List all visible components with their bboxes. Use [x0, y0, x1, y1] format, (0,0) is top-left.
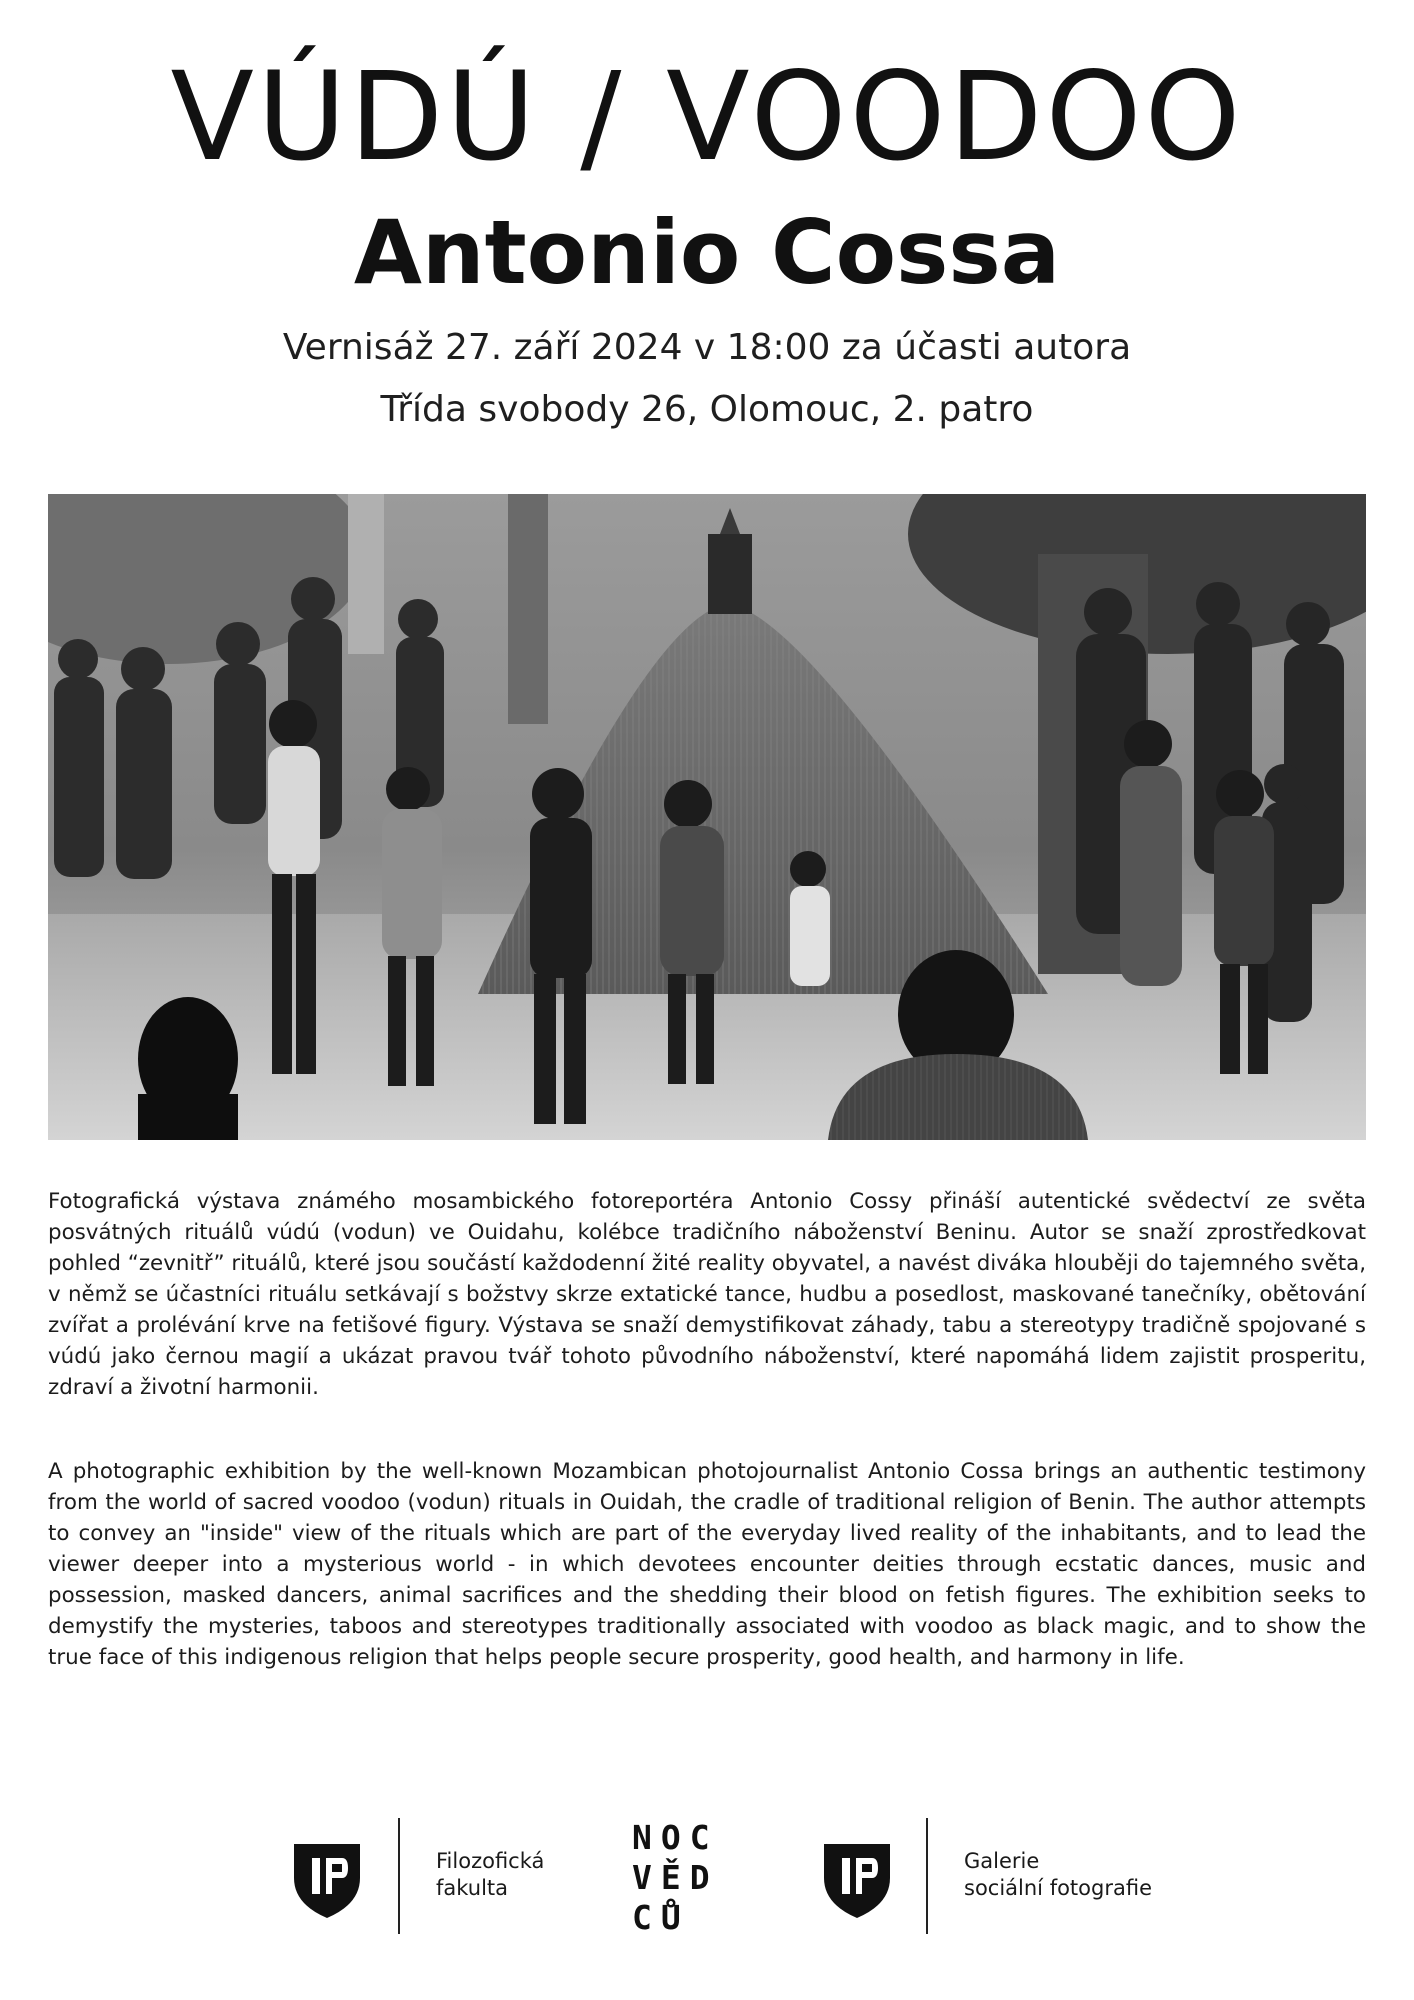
author-name: Antonio Cossa [353, 201, 1061, 304]
upol-shield-icon [822, 1840, 892, 1920]
exhibition-title: VÚDÚ / VOODOO [170, 46, 1244, 188]
ritual-dance-photo [48, 494, 1366, 1140]
noc-line-1: NOC [632, 1818, 719, 1857]
opening-date: Vernisáž 27. září 2024 v 18:00 za účasti autora [282, 327, 1132, 368]
description-english: A photographic exhibition by the well-known Mozambican photojournalist Antonio Cossa brings an authentic testimony from the world of sacred voodoo (vodun) rituals in Ouidah, the cradle of traditional religion of Benin. The author attempts to convey an "inside" view of the rituals which are part of the everyday lived reality of the inhabitants, and to lead the viewer deeper into a mysterious world - in which devotees encounter deities through ecstatic dances, music and possession, masked dancers, animal sacrifices and the shedding their blood on fetish figures. The exhibition seeks to demystify the mysteries, taboos and stereotypes traditionally associated with voodoo as black magic, and to show the true face of this indigenous religion that helps people secure prosperity, good health, and harmony in life. [48, 1459, 1366, 1670]
noc-vedcu-logo [632, 1818, 719, 1938]
gallery-logo-text [964, 1848, 1152, 1902]
logo-divider [398, 1818, 400, 1934]
upol-shield-icon [292, 1840, 362, 1920]
gallery-line-2: sociální fotografie [964, 1876, 1152, 1900]
description-czech: Fotografická výstava známého mosambického fotoreportéra Antonio Cossy přináší autentické svědectví ze světa posvátných rituálů vúdú (vodun) ve Ouidahu, kolébce tradičního náboženství Beninu. Autor se snaží zprostředkovat pohled “zevnitř” rituálů, které jsou součástí každodenní žité reality obyvatel, a navést diváka hlouběji do tajemného světa, v němž se účastníci rituálu setkávají s božstvy skrze extatické tance, hudbu a posedlost, maskované tanečníky, obětování zvířat a prolévání krve na fetišové figury. Výstava se snaží demystifikovat záhady, tabu a stereotypy tradičně spojované s vúdú jako černou magií a ukázat pravou tvář tohoto původního náboženství, které napomáhá lidem zajistit prosperitu, zdraví a životní harmonii. [48, 1189, 1366, 1400]
logo-divider [926, 1818, 928, 1934]
partner-logos [0, 1800, 1414, 1940]
noc-line-3: CŮ [632, 1898, 690, 1937]
noc-line-2: VĚD [632, 1858, 719, 1897]
faculty-line-1: Filozofická [436, 1849, 545, 1873]
gallery-line-1: Galerie [964, 1849, 1040, 1873]
faculty-logo-text [436, 1848, 544, 1902]
faculty-line-2: fakulta [436, 1876, 509, 1900]
venue-address: Třída svobody 26, Olomouc, 2. patro [380, 389, 1034, 430]
